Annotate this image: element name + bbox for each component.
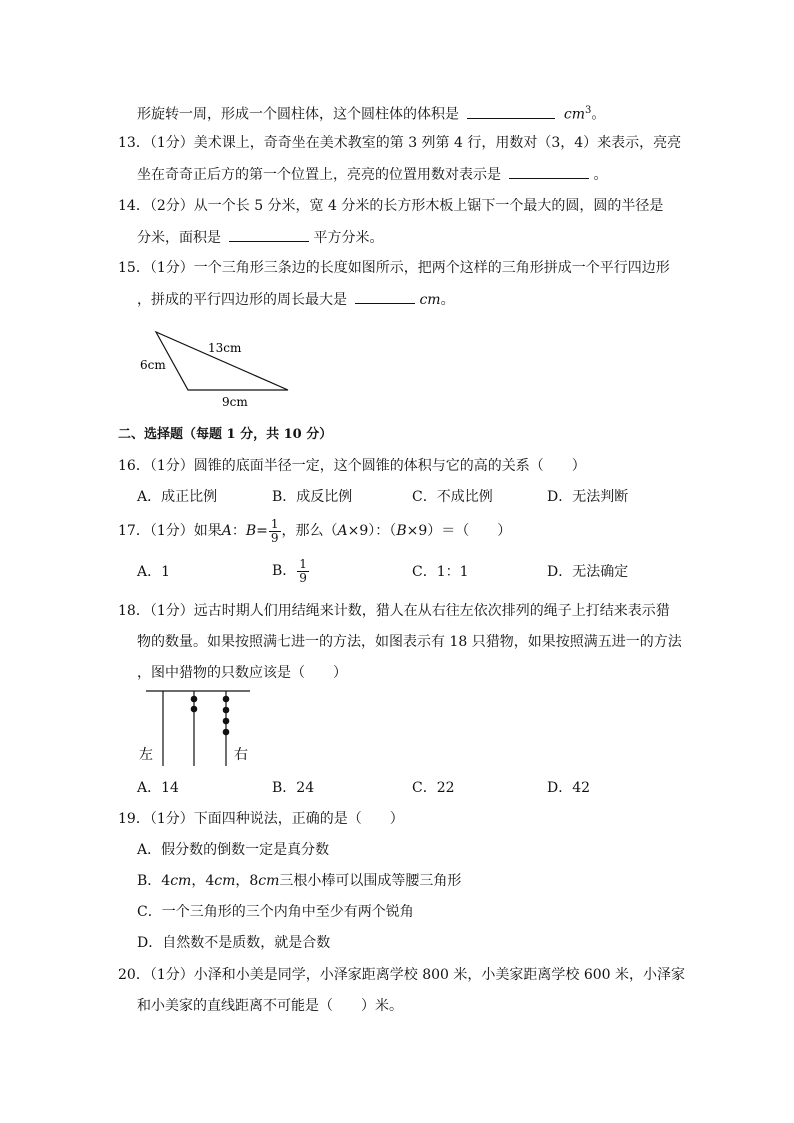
- q18-option-c[interactable]: C．22: [412, 780, 455, 796]
- q16-text: 圆锥的底面半径一定，这个圆锥的体积与它的高的关系（ ）: [193, 458, 586, 474]
- q20-number: 20．: [118, 967, 150, 983]
- q12-unit-sup: 3: [585, 105, 592, 116]
- q13-answer-blank[interactable]: [509, 164, 589, 179]
- q17-option-b-den: 9: [299, 570, 307, 585]
- q20-line-1: [118, 965, 685, 985]
- q13-number: 13．: [118, 135, 150, 151]
- q17-times2: ×9）＝（ ）: [406, 523, 512, 539]
- q17-number: 17．: [118, 523, 150, 539]
- q16-option-b[interactable]: B．成反比例: [272, 489, 353, 505]
- q18-option-a[interactable]: A．14: [137, 780, 179, 796]
- q18-option-b[interactable]: B．24: [272, 780, 315, 796]
- q15-label-13cm: 13cm: [208, 341, 242, 355]
- q19-option-b-mid1: ，4: [191, 873, 215, 889]
- q15-score: （1分）: [149, 260, 194, 276]
- q13-line-2: [137, 164, 607, 185]
- q17-fraction: [269, 518, 281, 545]
- q18-knot-right-2: [223, 707, 230, 714]
- q16-option-c[interactable]: C．不成比例: [412, 489, 493, 505]
- q17-eq: =: [256, 523, 268, 539]
- q15-line-1: [118, 258, 670, 278]
- q17-score: （1分）: [149, 523, 194, 539]
- q13-line-1: [118, 133, 681, 153]
- q13-text-2: 坐在奇奇正后方的第一个位置上，亮亮的位置用数对表示是: [137, 167, 501, 183]
- q18-knot-right-4: [223, 729, 230, 736]
- q16-option-a[interactable]: A．成正比例: [137, 489, 218, 505]
- q17-times1: ×9）：（: [347, 523, 397, 539]
- q19-option-b[interactable]: [137, 871, 461, 891]
- q14-answer-blank[interactable]: [229, 227, 309, 242]
- q17-option-d[interactable]: D．无法确定: [547, 564, 629, 580]
- q19-question: [118, 809, 404, 829]
- q19-option-b-unit3: cm: [258, 873, 280, 889]
- q15-unit: cm: [419, 292, 441, 308]
- q17-var-b2: B: [396, 523, 407, 539]
- q19-option-d[interactable]: D．自然数不是质数，就是合数: [137, 935, 331, 951]
- q19-option-c[interactable]: C．一个三角形的三个内角中至少有两个锐角: [137, 904, 414, 920]
- q19-option-b-unit2: cm: [214, 873, 236, 889]
- q12-end: 。: [591, 106, 606, 123]
- q19-text: 下面四种说法，正确的是（ ）: [193, 811, 404, 827]
- q18-knot-right-1: [223, 696, 230, 703]
- q17-var-b: B: [245, 523, 257, 539]
- q18-line-1: [118, 601, 670, 621]
- q12-answer-blank[interactable]: [467, 104, 555, 119]
- q16-option-d[interactable]: D．无法判断: [547, 489, 629, 505]
- q18-text-1: 远古时期人们用结绳来计数，猎人在从右往左依次排列的绳子上打结来表示猎: [193, 603, 670, 619]
- q19-option-b-mid2: ，8: [235, 873, 259, 889]
- q18-label-left: 左: [139, 747, 153, 763]
- q18-knot-middle-2: [191, 706, 198, 713]
- q17-option-b[interactable]: [272, 556, 310, 586]
- q17-colon: ：: [231, 523, 246, 539]
- q14-number: 14．: [118, 198, 150, 214]
- q19-option-b-unit1: cm: [170, 873, 192, 889]
- q16-score: （1分）: [149, 458, 194, 474]
- q19-option-b-post: 三根小棒可以围成等腰三角形: [279, 873, 462, 889]
- q18-score: （1分）: [149, 603, 194, 619]
- q17-post: ，那么（: [281, 523, 338, 539]
- q15-answer-blank[interactable]: [355, 289, 415, 304]
- q17-option-c[interactable]: C．1：1: [412, 564, 469, 580]
- q15-text-2: ，拼成的平行四边形的周长最大是: [137, 292, 347, 308]
- q17-option-b-fraction: [297, 558, 309, 585]
- q12-continuation: [137, 101, 605, 125]
- q15-end: 。: [440, 292, 455, 308]
- q17-option-b-label: B．: [272, 563, 297, 579]
- q14-line-1: [118, 196, 663, 216]
- q13-score: （1分）: [149, 135, 194, 151]
- q18-line-2: 物的数量。如果按照满七进一的方法，如图表示有 18 只猎物，如果按照满五进一的方法: [137, 634, 682, 650]
- q19-number: 19．: [118, 811, 150, 827]
- q17-fraction-den: 9: [270, 530, 279, 545]
- q20-text-1: 小泽和小美是同学，小泽家距离学校 800 米，小美家距离学校 600 米，小泽家: [193, 967, 685, 983]
- q16-number: 16．: [118, 458, 150, 474]
- q16-question: [118, 456, 586, 476]
- q17-pre: 如果: [193, 523, 222, 539]
- q15-line-2: [137, 289, 455, 310]
- q14-text-2b: 平方分米。: [313, 230, 384, 246]
- q15-label-6cm: 6cm: [140, 358, 166, 372]
- q12-unit: cm: [563, 106, 586, 123]
- q17-question: [118, 516, 511, 546]
- q20-score: （1分）: [149, 967, 194, 983]
- q13-end: 。: [593, 167, 608, 183]
- q19-score: （1分）: [149, 811, 194, 827]
- q19-option-a[interactable]: A．假分数的倒数一定是真分数: [137, 842, 330, 858]
- q17-fraction-num: 1: [270, 516, 279, 531]
- q17-var-a2: A: [337, 523, 348, 539]
- q20-line-2: 和小美家的直线距离不可能是（ ）米。: [137, 998, 403, 1014]
- q15-triangle-figure: [130, 328, 310, 412]
- q14-line-2: [137, 227, 383, 248]
- q18-rope-figure: [130, 686, 260, 770]
- q18-number: 18．: [118, 603, 150, 619]
- q13-text-1: 美术课上，奇奇坐在美术教室的第 3 列第 4 行，用数对（3，4）来表示，亮亮: [193, 135, 682, 151]
- q18-knot-middle-1: [191, 696, 198, 703]
- q18-knot-right-3: [223, 718, 230, 725]
- section-2-title: 二、选择题（每题 1 分，共 10 分）: [118, 427, 333, 442]
- q18-option-d[interactable]: D．42: [547, 780, 591, 796]
- q19-option-b-pre: B．4: [137, 873, 171, 889]
- q15-text-1: 一个三角形三条边的长度如图所示，把两个这样的三角形拼成一个平行四边形: [193, 260, 670, 276]
- q14-text-2a: 分米，面积是: [137, 230, 221, 246]
- q18-label-right: 右: [234, 747, 248, 763]
- q17-var-a: A: [221, 523, 232, 539]
- q17-option-b-num: 1: [299, 556, 307, 571]
- q12-text: 形旋转一周，形成一个圆柱体，这个圆柱体的体积是: [137, 106, 459, 123]
- q14-text-1: 从一个长 5 分米，宽 4 分米的长方形木板上锯下一个最大的圆，圆的半径是: [193, 198, 664, 214]
- q14-score: （2分）: [149, 198, 194, 214]
- q17-option-a[interactable]: A．1: [137, 564, 171, 580]
- q15-label-9cm: 9cm: [222, 395, 248, 409]
- q15-number: 15．: [118, 260, 150, 276]
- q18-line-3: ，图中猎物的只数应该是（ ）: [137, 665, 347, 681]
